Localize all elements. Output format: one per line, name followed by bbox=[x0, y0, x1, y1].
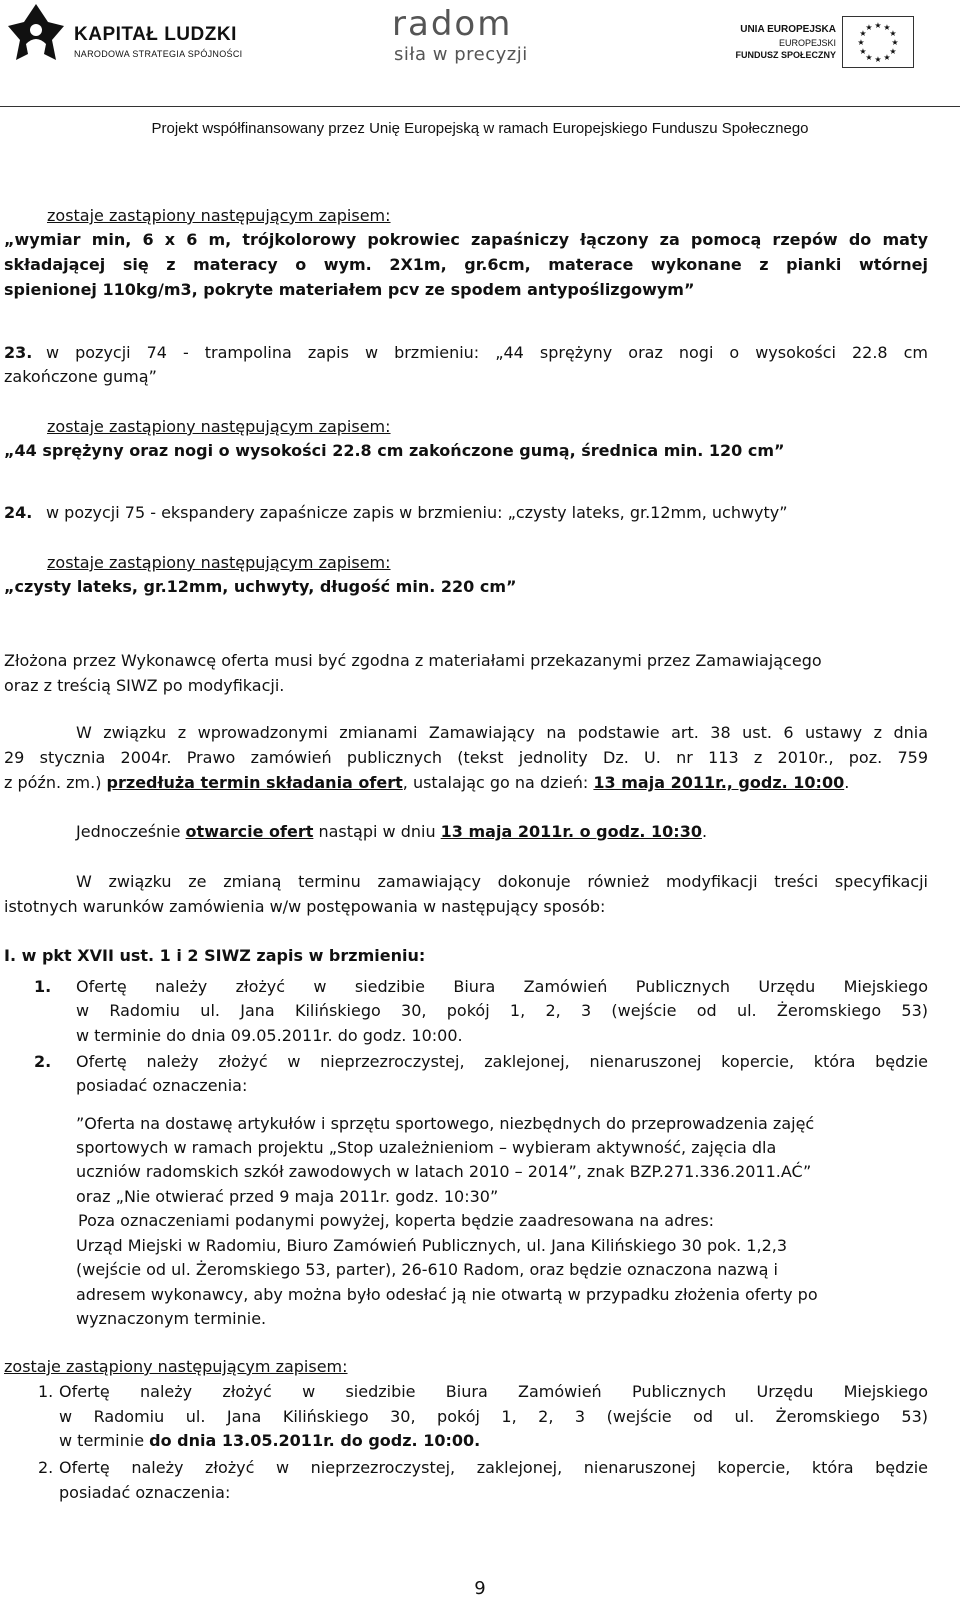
eu-flag-icon bbox=[842, 16, 914, 68]
envelope-address-line: adresem wykonawcy, aby można było odesłać ją nie otwartą w przypadku złożenia oferty po bbox=[76, 1285, 818, 1304]
page-header bbox=[0, 0, 960, 110]
svg-text:★: ★ bbox=[874, 55, 882, 64]
kapital-ludzki-title: KAPITAŁ LUDZKI bbox=[74, 24, 237, 45]
header-divider bbox=[0, 106, 960, 107]
svg-text:★: ★ bbox=[891, 38, 899, 47]
list-number: 2. bbox=[38, 1458, 54, 1477]
svg-text:★: ★ bbox=[883, 53, 891, 62]
deadline-text: w terminie bbox=[59, 1431, 150, 1450]
replacement-label: zostaje zastąpiony następującym zapisem: bbox=[47, 553, 391, 572]
deadline-text: , ustalając go na dzień: bbox=[402, 773, 594, 792]
page-number: 9 bbox=[474, 1578, 486, 1599]
svg-text:★: ★ bbox=[889, 47, 897, 56]
kapital-ludzki-emblem-icon bbox=[8, 4, 64, 74]
svg-text:★: ★ bbox=[865, 23, 873, 32]
envelope-marking-line: oraz „Nie otwierać przed 9 maja 2011r. godz. 10:30” bbox=[76, 1187, 499, 1206]
item-number: 23. bbox=[4, 343, 33, 362]
opening-text: nastąpi w dniu bbox=[313, 822, 441, 841]
list-item-line: Ofertę należy złożyć w siedzibie Biura Zamówień Publicznych Urzędu Miejskiego bbox=[59, 1382, 928, 1401]
item-number: 24. bbox=[4, 503, 33, 522]
opening-text: . bbox=[701, 822, 708, 841]
deadline-text: . bbox=[844, 773, 850, 792]
kapital-ludzki-subtitle: NARODOWA STRATEGIA SPÓJNOŚCI bbox=[74, 49, 243, 59]
list-number: 1. bbox=[38, 1382, 54, 1401]
list-number: 1. bbox=[34, 977, 52, 996]
deadline-paragraph-line bbox=[4, 773, 849, 793]
svg-text:★: ★ bbox=[883, 23, 891, 32]
envelope-address-line: Urząd Miejski w Radomiu, Biuro Zamówień Publicznych, ul. Jana Kilińskiego 30 pok. 1,2,3 bbox=[76, 1236, 788, 1255]
project-funding-line: Projekt współfinansowany przez Unię Europejską w ramach Europejskiego Funduszu Społecznego bbox=[151, 120, 809, 137]
svg-text:★: ★ bbox=[874, 21, 882, 30]
list-item-line: posiadać oznaczenia: bbox=[76, 1076, 248, 1095]
list-item-line bbox=[59, 1431, 480, 1451]
eu-logo-line2: EUROPEJSKI bbox=[778, 38, 836, 48]
item-text: w pozycji 74 - trampolina zapis w brzmieniu: „44 sprężyny oraz nogi o wysokości 22.8 cm bbox=[46, 343, 928, 362]
svg-text:★: ★ bbox=[889, 29, 897, 38]
section-heading: I. w pkt XVII ust. 1 i 2 SIWZ zapis w brzmieniu: bbox=[4, 946, 426, 965]
eu-logo-line1: UNIA EUROPEJSKA bbox=[740, 24, 836, 35]
radom-logo-tagline: siła w precyzji bbox=[394, 44, 528, 65]
modification-paragraph-line: istotnych warunków zamówienia w/w postępowania w następujący sposób: bbox=[4, 897, 606, 916]
radom-logo bbox=[392, 4, 552, 68]
list-number: 2. bbox=[34, 1052, 52, 1071]
offer-paragraph-line: Złożona przez Wykonawcę oferta musi być zgodna z materiałami przekazanymi przez Zamawiającego bbox=[4, 651, 822, 670]
replacement-label: zostaje zastąpiony następującym zapisem: bbox=[4, 1357, 348, 1376]
replacement-label: zostaje zastąpiony następującym zapisem: bbox=[47, 206, 391, 225]
modification-paragraph-line: W związku ze zmianą terminu zamawiający dokonuje również modyfikacji treści specyfikacji bbox=[76, 872, 928, 891]
list-item-line: posiadać oznaczenia: bbox=[59, 1483, 231, 1502]
deadline-paragraph-line: 29 stycznia 2004r. Prawo zamówień publicznych (tekst jednolity Dz. U. nr 113 z 2010r., poz. 759 bbox=[4, 748, 928, 767]
offer-paragraph-line: oraz z treścią SIWZ po modyfikacji. bbox=[4, 676, 285, 695]
new-spec-line: spienionej 110kg/m3, pokryte materiałem pcv ze spodem antypoślizgowym” bbox=[4, 280, 695, 299]
envelope-address-line: (wejście od ul. Żeromskiego 53, parter), 26-610 Radom, oraz będzie oznaczona nazwą i bbox=[76, 1260, 778, 1279]
new-spec-line: „czysty lateks, gr.12mm, uchwyty, długość min. 220 cm” bbox=[4, 577, 517, 596]
item-text: zakończone gumą” bbox=[4, 367, 157, 386]
eu-logo-line3: FUNDUSZ SPOŁECZNY bbox=[735, 50, 836, 60]
new-spec-line: „44 sprężyny oraz nogi o wysokości 22.8 cm zakończone gumą, średnica min. 120 cm” bbox=[4, 441, 785, 460]
svg-text:★: ★ bbox=[859, 29, 867, 38]
envelope-marking-line: uczniów radomskich szkół zawodowych w latach 2010 – 2014”, znak BZP.271.336.2011.AĆ” bbox=[76, 1162, 812, 1181]
radom-logo-word: radom bbox=[392, 4, 513, 44]
opening-emphasis: otwarcie ofert bbox=[185, 822, 314, 841]
envelope-marking-line: ”Oferta na dostawę artykułów i sprzętu sportowego, niezbędnych do przeprowadzenia zajęć bbox=[76, 1114, 815, 1133]
list-item-line: w Radomiu ul. Jana Kilińskiego 30, pokój 1, 2, 3 (wejście od ul. Żeromskiego 53) bbox=[59, 1407, 928, 1426]
svg-text:★: ★ bbox=[865, 53, 873, 62]
svg-text:★: ★ bbox=[859, 47, 867, 56]
envelope-address-line: Poza oznaczeniami podanymi powyżej, koperta będzie zaadresowana na adres: bbox=[78, 1211, 715, 1230]
new-spec-line: „wymiar min, 6 x 6 m, trójkolorowy pokrowiec zapaśniczy łączony za pomocą rzepów do maty bbox=[4, 230, 928, 249]
opening-date: 13 maja 2011r. o godz. 10:30 bbox=[440, 822, 702, 841]
envelope-address-line: wyznaczonym terminie. bbox=[76, 1309, 267, 1328]
deadline-text: z późn. zm.) bbox=[4, 773, 107, 792]
svg-text:★: ★ bbox=[857, 38, 865, 47]
list-item-line: Ofertę należy złożyć w nieprzezroczystej, zaklejonej, nienaruszonej kopercie, która będzie bbox=[59, 1458, 928, 1477]
new-deadline-date: do dnia 13.05.2011r. do godz. 10:00. bbox=[149, 1431, 481, 1450]
envelope-marking-line: sportowych w ramach projektu „Stop uzależnieniom – wybieram aktywność, zajęcia dla bbox=[76, 1138, 777, 1157]
opening-text: Jednocześnie bbox=[76, 822, 186, 841]
item-text: w pozycji 75 - ekspandery zapaśnicze zapis w brzmieniu: „czysty lateks, gr.12mm, uchwyty” bbox=[46, 503, 788, 522]
list-item-line: Ofertę należy złożyć w siedzibie Biura Zamówień Publicznych Urzędu Miejskiego bbox=[76, 977, 928, 996]
opening-paragraph bbox=[76, 822, 707, 842]
deadline-extension-emphasis: przedłuża termin składania ofert bbox=[106, 773, 403, 792]
replacement-label: zostaje zastąpiony następującym zapisem: bbox=[47, 417, 391, 436]
list-item-line: w terminie do dnia 09.05.2011r. do godz. 10:00. bbox=[76, 1026, 463, 1045]
list-item-line: Ofertę należy złożyć w nieprzezroczystej, zaklejonej, nienaruszonej kopercie, która będzie bbox=[76, 1052, 928, 1071]
kapital-ludzki-logo bbox=[8, 4, 268, 74]
new-deadline-date: 13 maja 2011r., godz. 10:00 bbox=[593, 773, 845, 792]
new-spec-line: składającej się z materacy o wym. 2X1m, gr.6cm, materace wykonane z pianki wtórnej bbox=[4, 255, 928, 274]
list-item-line: w Radomiu ul. Jana Kilińskiego 30, pokój 1, 2, 3 (wejście od ul. Żeromskiego 53) bbox=[76, 1001, 928, 1020]
eu-logo bbox=[736, 16, 916, 70]
deadline-paragraph-line: W związku z wprowadzonymi zmianami Zamawiający na podstawie art. 38 ust. 6 ustawy z dnia bbox=[76, 723, 928, 742]
